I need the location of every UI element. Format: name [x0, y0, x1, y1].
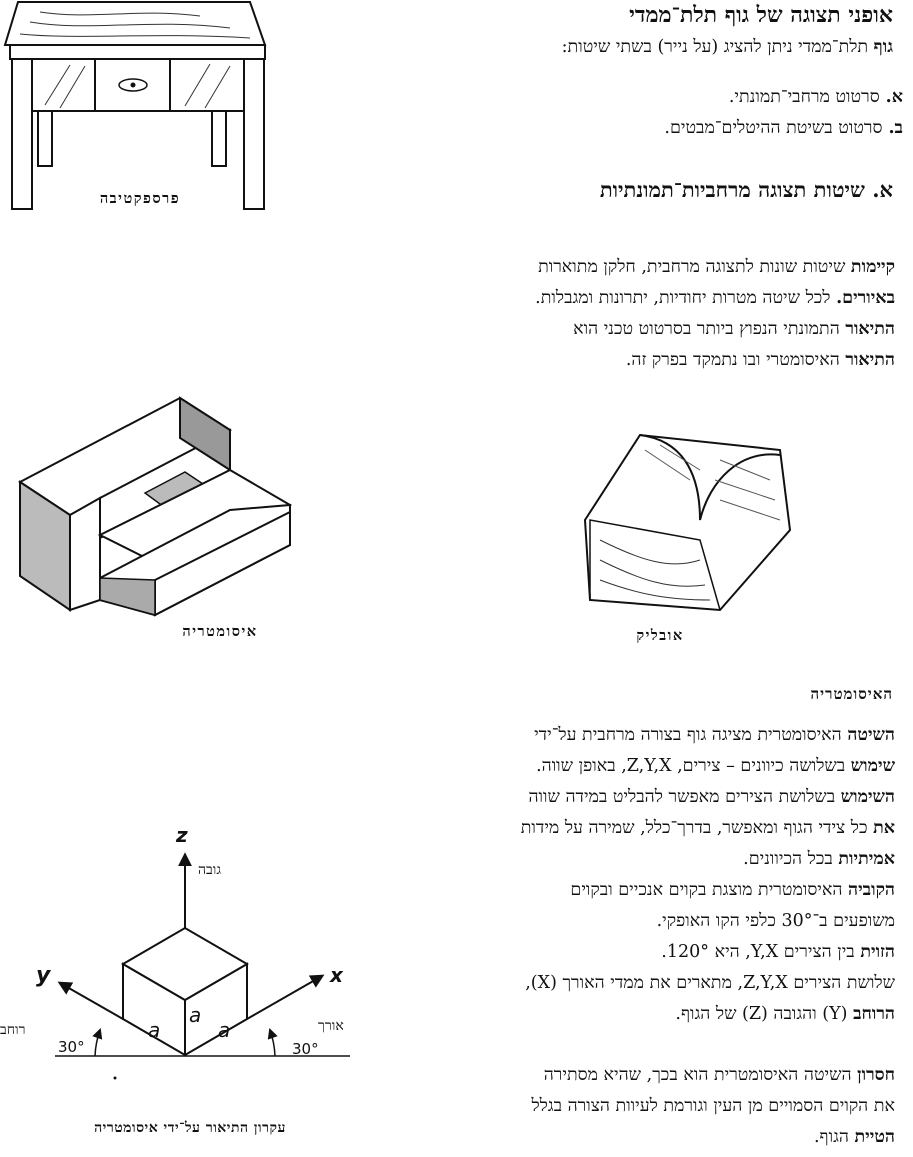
lead-word: את — [873, 818, 895, 838]
line-text: משופעים ב־30° כלפי הקו האופקי. — [656, 911, 895, 931]
axis-label-z: z — [176, 823, 188, 847]
line-text: בשלושת הצירים מאפשר להבליט במידה שווה — [528, 787, 841, 807]
para-line — [380, 968, 895, 999]
axis-label-x: x — [330, 963, 343, 987]
edge-label-right: a — [218, 1018, 231, 1042]
page-title: אופני תצוגה של גוף תלת־ממדי — [629, 2, 893, 28]
line-text: שיטות שונות לתצוגה מרחבית, חלקן מתוארות — [538, 257, 851, 277]
isometric-caption: איסומטריה — [182, 623, 258, 640]
line-text: (Y) והגובה (Z) של הגוף. — [675, 1004, 854, 1024]
edge-label-left: a — [148, 1018, 161, 1042]
method-letter: ב. — [888, 118, 903, 138]
lead-word: התיאור — [845, 319, 895, 339]
isometry-paragraph-2 — [380, 875, 895, 1030]
edge-label-center: a — [189, 1003, 202, 1027]
isometry-heading: האיסומטריה — [810, 685, 893, 703]
line-text: שלושת הצירים Z,Y,X, מתארים את ממדי האורך (X), — [525, 973, 895, 993]
line-text: התמונתי הנפוץ ביותר בסרטוט טכני הוא — [573, 319, 846, 339]
para-line — [380, 720, 895, 751]
angle-label-right: 30° — [292, 1040, 319, 1058]
para-line — [380, 937, 895, 968]
para-line — [380, 906, 895, 937]
line-text: האיסומטרי ובו נתמקד בפרק זה. — [625, 350, 846, 370]
para-line — [380, 1060, 895, 1091]
method-letter: א. — [885, 87, 903, 107]
lead-word: הזוית — [860, 942, 895, 962]
axis-label-y: y — [36, 963, 51, 988]
lead-word: התיאור — [845, 350, 895, 370]
line-text: בין הצירים Y,X, היא 120°. — [661, 942, 861, 962]
perspective-caption: פרספקטיבה — [99, 190, 181, 207]
line-text: כל צידי הגוף ומאפשר, בדרך־כלל, שמירה על מידות — [520, 818, 874, 838]
length-label: אורך — [318, 1018, 344, 1034]
line-text: השיטה האיסומטרית הוא בכך, שהיא מסתירה — [543, 1065, 858, 1085]
cube-caption: עקרון התיאור על־ידי איסומטריה — [94, 1120, 286, 1136]
line-text: הגוף. — [813, 1127, 855, 1147]
oblique-caption: אובליק — [636, 627, 684, 644]
para-line — [380, 999, 895, 1030]
isometry-paragraph-1 — [380, 720, 895, 875]
lead-word: באיורים. — [836, 288, 895, 308]
intro-bold: גוף — [873, 37, 893, 57]
para-line — [380, 782, 895, 813]
lead-word: חסרון — [857, 1065, 895, 1085]
intro-text: תלת־ממדי ניתן להציג (על נייר) בשתי שיטות: — [561, 37, 874, 57]
method-text: סרטוט בשיטת ההיטלים־מבטים. — [664, 118, 883, 138]
lead-word: הטיית — [854, 1127, 895, 1147]
line-text: את הקוים הסמויים מן העין וגורמת לעיוות הצורה בגלל — [531, 1096, 895, 1116]
section-a-heading: א. שיטות תצוגה מרחביות־תמונתיות — [599, 177, 893, 202]
width-label: רוחב — [0, 1022, 26, 1038]
para-line — [380, 751, 895, 782]
lead-word: הרוחב — [853, 1004, 895, 1024]
lead-word: קיימות — [850, 257, 895, 277]
para-line — [380, 844, 895, 875]
lead-word: השיטה — [847, 725, 895, 745]
height-label: גובה — [198, 862, 222, 878]
isometry-paragraph-3 — [380, 1060, 895, 1153]
para-line — [380, 875, 895, 906]
line-text: בכל הכיוונים. — [743, 849, 839, 869]
method-text: סרטוט מרחבי־תמונתי. — [728, 87, 880, 107]
line-text: לכל שיטה מטרות יחודיות, יתרונות ומגבלות. — [535, 288, 837, 308]
lead-word: השימוש — [840, 787, 895, 807]
line-text: האיסומטרית מוצגת בקוים אנכיים ובקוים — [570, 880, 848, 900]
para-line — [380, 1091, 895, 1122]
para-line — [380, 813, 895, 844]
line-text: בשלושה כיוונים – צירים, Z,Y,X, באופן שווה. — [536, 756, 851, 776]
line-text: האיסומטרית מציגה גוף בצורה מרחבית על־ידי — [534, 725, 848, 745]
lead-word: הקוביה — [848, 880, 895, 900]
para-line — [380, 1122, 895, 1153]
angle-label-left: 30° — [58, 1038, 85, 1056]
lead-word: שימוש — [850, 756, 895, 776]
lead-word: אמיתיות — [838, 849, 895, 869]
